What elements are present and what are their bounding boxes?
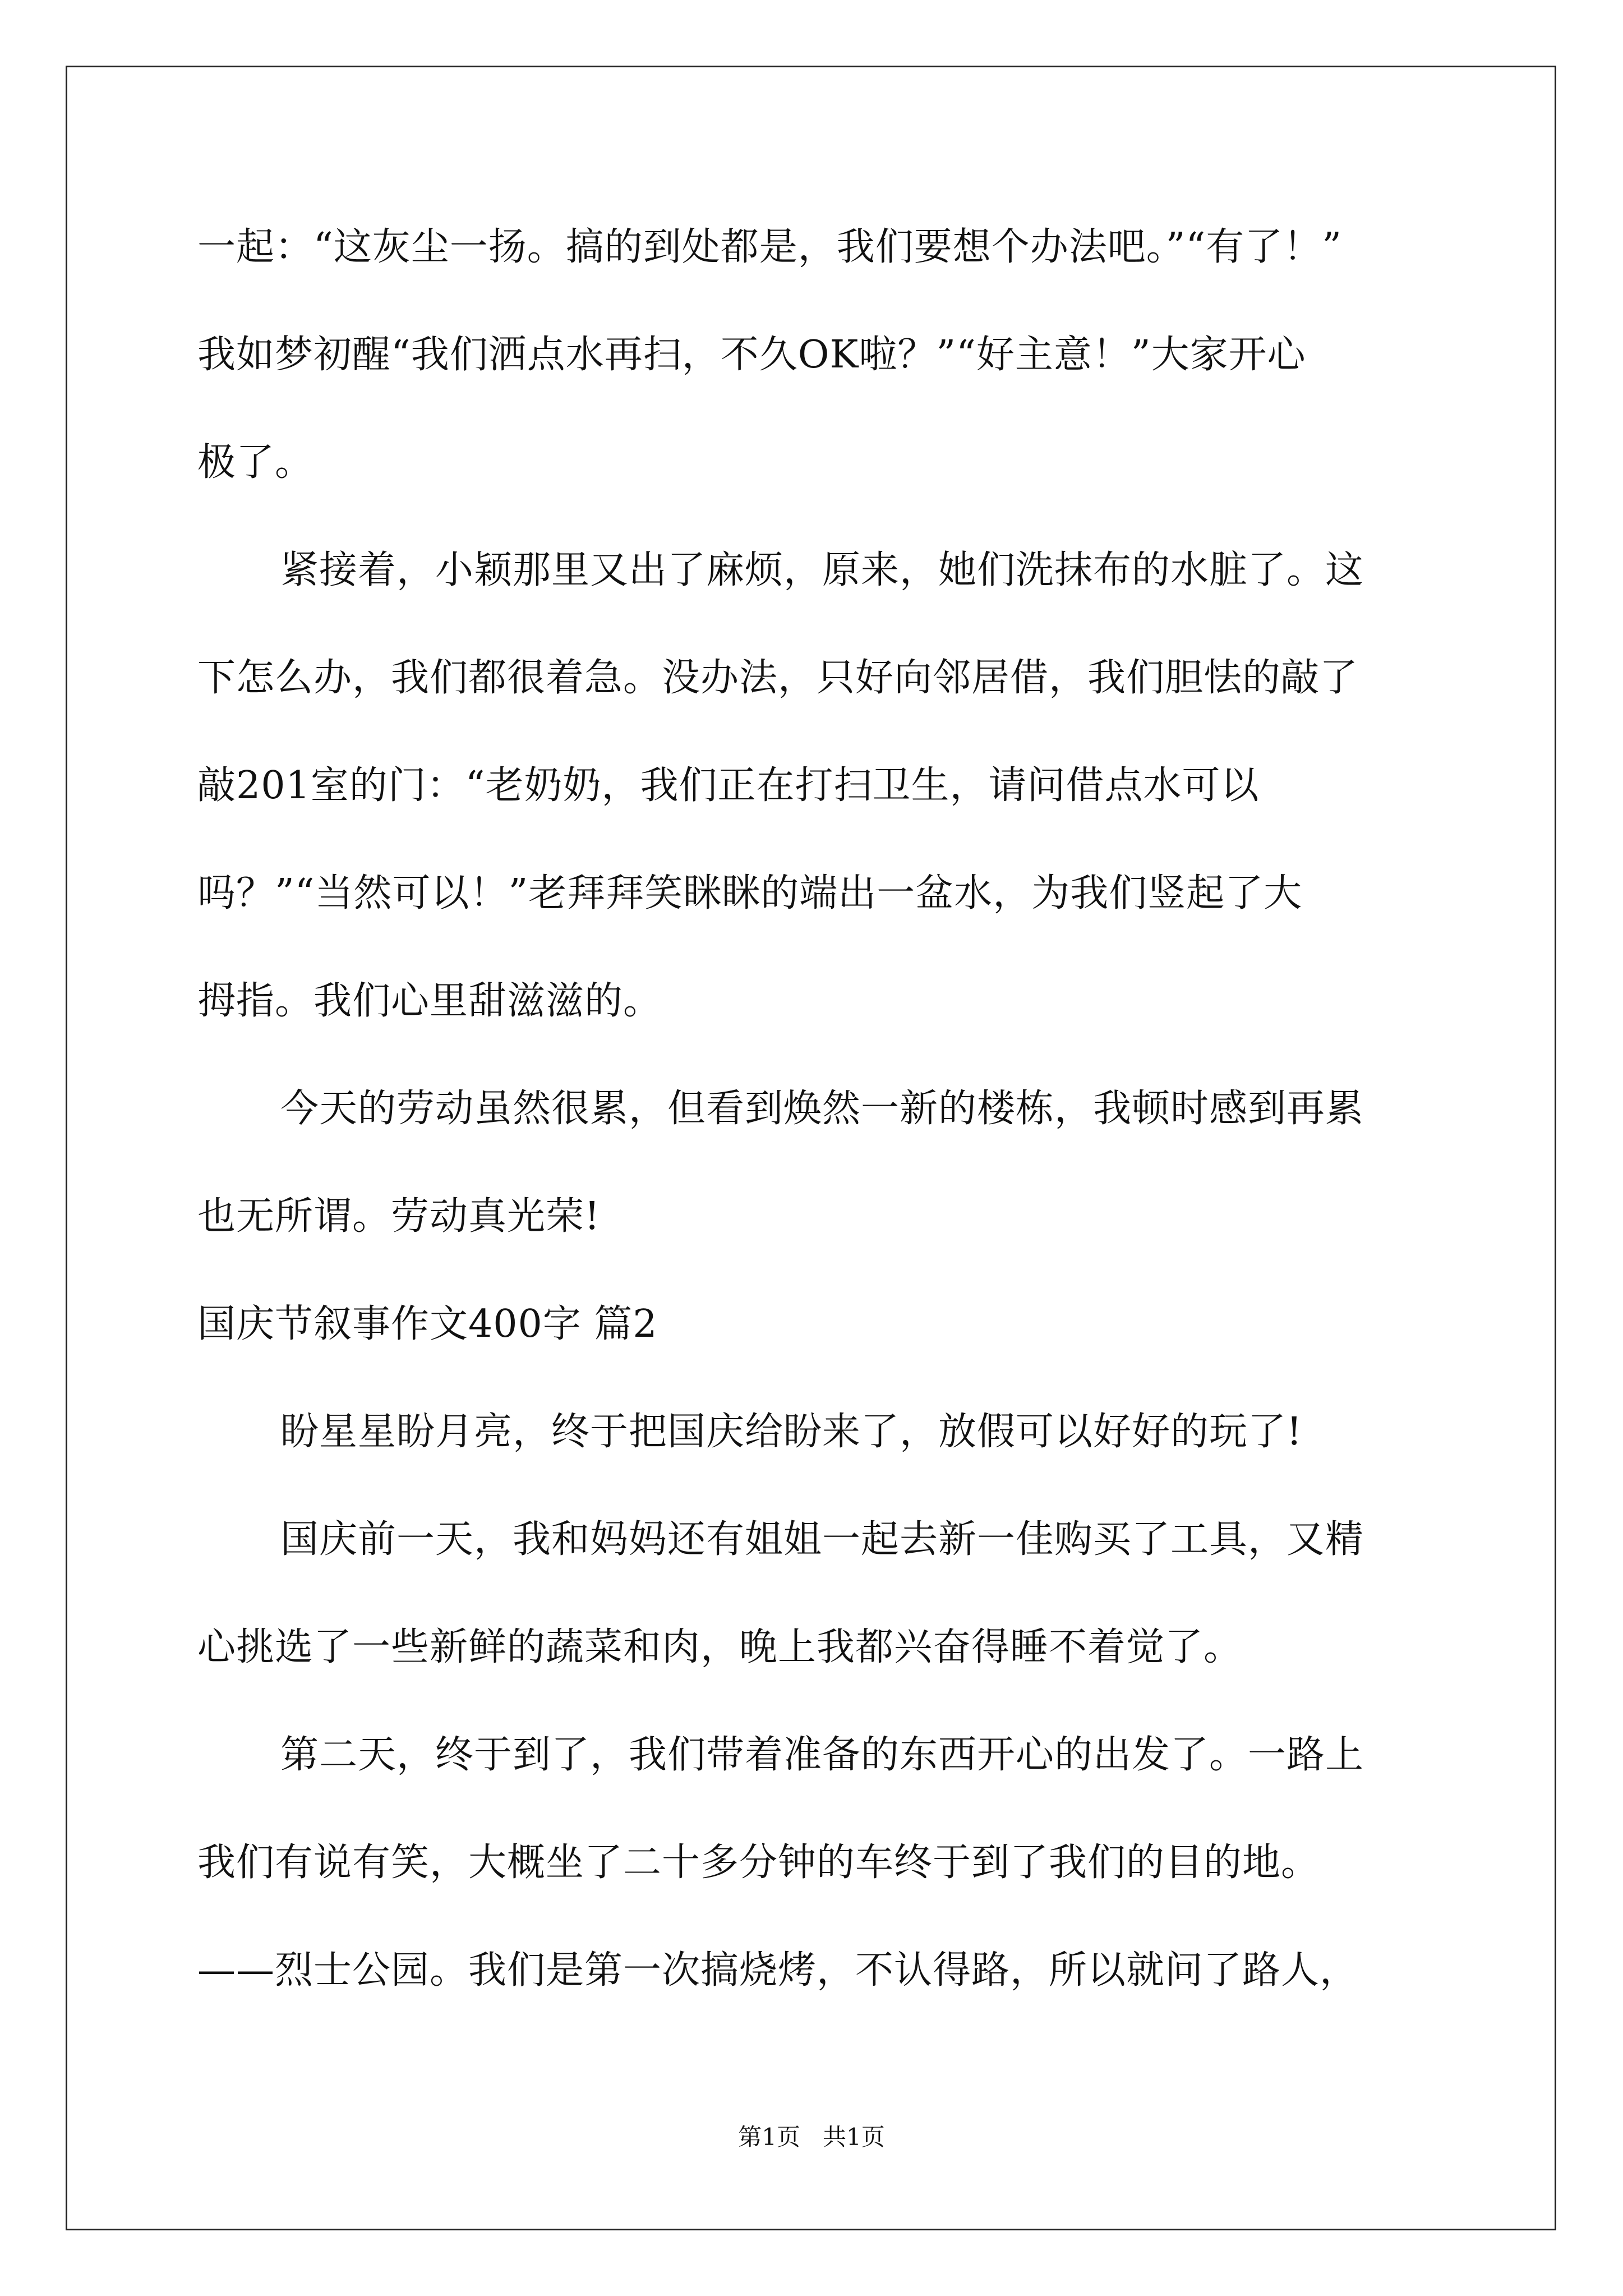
paragraph-line: 心挑选了一些新鲜的蔬菜和肉，晚上我都兴奋得睡不着觉了。 — [197, 1625, 1243, 1669]
paragraph-line: 吗？”“当然可以！”老拜拜笑眯眯的端出一盆水，为我们竖起了大 — [197, 871, 1303, 915]
paragraph-line: 今天的劳动虽然很累，但看到焕然一新的楼栋，我顿时感到再累 — [280, 1087, 1364, 1131]
paragraph-line: 也无所谓。劳动真光荣! — [197, 1194, 601, 1239]
paragraph-line: 盼星星盼月亮，终于把国庆给盼来了，放假可以好好的玩了! — [280, 1410, 1303, 1454]
paragraph-line: 我们有说有笑，大概坐了二十多分钟的车终于到了我们的目的地。 — [197, 1841, 1320, 1885]
paragraph-line: 我如梦初醒“我们洒点水再扫，不久OK啦？”“好主意！”大家开心 — [197, 333, 1306, 377]
paragraph-line: 敲201室的门：“老奶奶，我们正在打扫卫生，请问借点水可以 — [197, 763, 1260, 808]
footer-page-current: 第1页 — [738, 2123, 800, 2151]
paragraph-line: 紧接着，小颖那里又出了麻烦，原来，她们洗抹布的水脏了。这 — [280, 548, 1364, 592]
paragraph-line: 第二天，终于到了，我们带着准备的东西开心的出发了。一路上 — [280, 1733, 1364, 1777]
paragraph-line: 拇指。我们心里甜滋滋的。 — [197, 979, 662, 1023]
paragraph-line: 下怎么办，我们都很着急。没办法，只好向邻居借，我们胆怯的敲了 — [197, 656, 1359, 700]
paragraph-line: ——烈士公园。我们是第一次搞烧烤，不认得路，所以就问了路人， — [197, 1948, 1359, 1993]
page-footer — [0, 2120, 1623, 2154]
paragraph-line: 一起：“这灰尘一扬。搞的到处都是，我们要想个办法吧。”“有了！” — [197, 225, 1343, 269]
paragraph-line: 国庆前一天，我和妈妈还有姐姐一起去新一佳购买了工具，又精 — [280, 1517, 1364, 1562]
paragraph-line: 极了。 — [197, 440, 314, 485]
footer-page-total: 共1页 — [823, 2123, 885, 2151]
section-heading: 国庆节叙事作文400字 篇2 — [197, 1302, 658, 1346]
document-body — [197, 194, 1431, 2024]
